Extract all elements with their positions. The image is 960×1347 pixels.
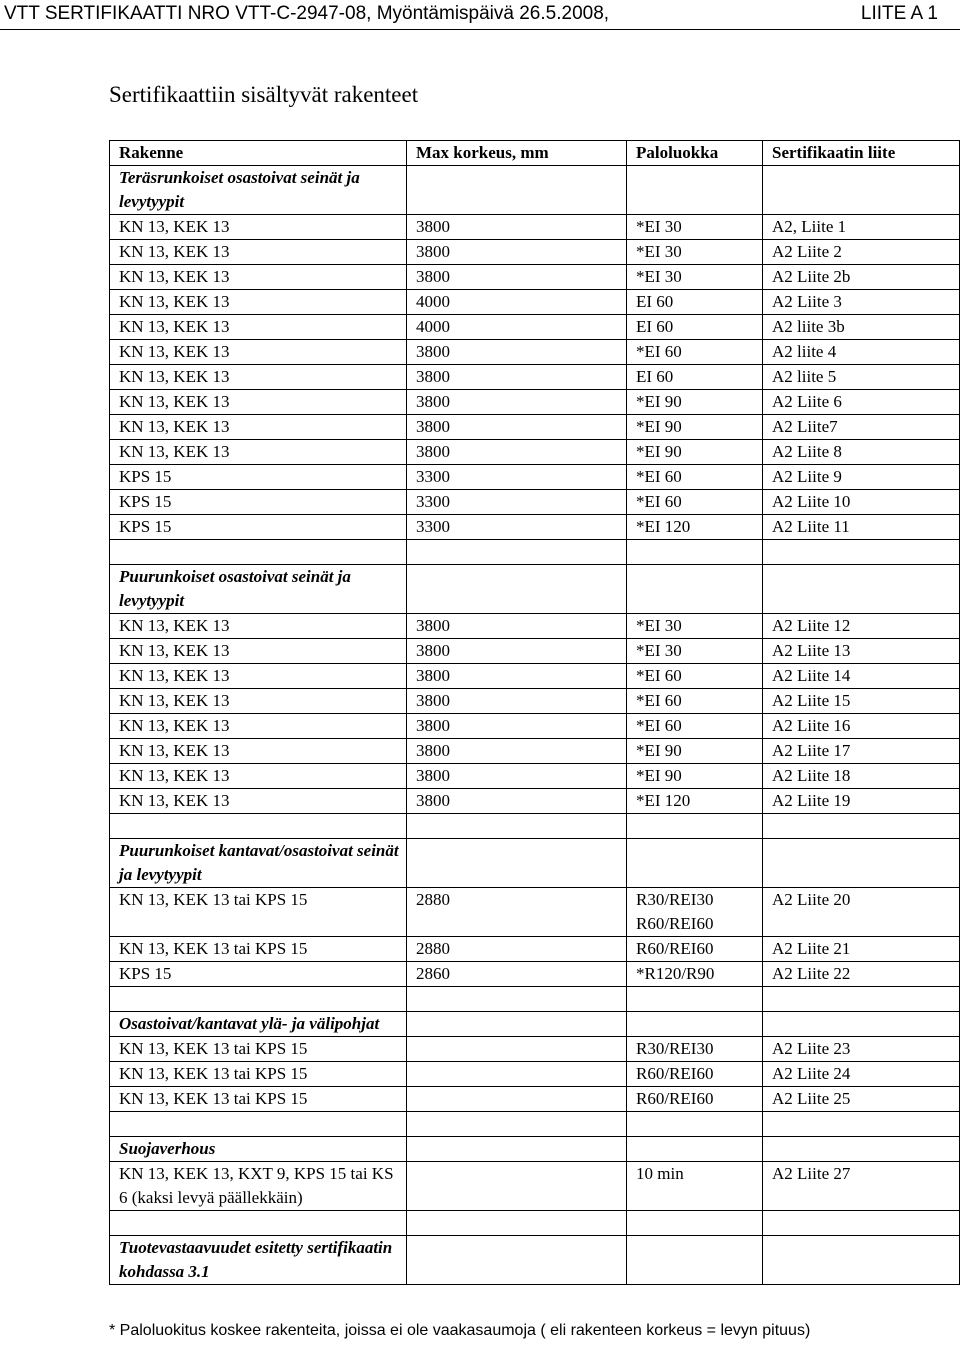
table-cell: KN 13, KEK 13 [110,714,407,739]
table-cell: A2 liite 3b [763,315,960,340]
footnote: * Paloluokitus koskee rakenteita, joissa ei ole vaakasaumoja ( eli rakenteen korkeus = levyn pituus) [109,1322,811,1339]
table-cell [110,1112,407,1137]
spacer-row [110,540,960,565]
table-cell: *EI 60 [627,689,763,714]
table-cell: A2 liite 4 [763,340,960,365]
spacer-row [110,814,960,839]
table-cell: KN 13, KEK 13 [110,390,407,415]
table-cell: KN 13, KEK 13 [110,689,407,714]
table-cell: 3800 [407,714,627,739]
table-cell [763,839,960,888]
table-cell [763,1012,960,1037]
table-cell: EI 60 [627,315,763,340]
table-row [110,340,960,365]
table-cell: A2 Liite 11 [763,515,960,540]
structures-table [109,140,960,1285]
table-cell: *EI 30 [627,614,763,639]
table-cell [407,1012,627,1037]
table-cell [627,540,763,565]
table-cell [763,166,960,215]
section-row [110,565,960,614]
table-cell: A2 Liite 2b [763,265,960,290]
table-cell: KN 13, KEK 13 [110,265,407,290]
table-cell [627,814,763,839]
table-row [110,1087,960,1112]
table-cell [407,1137,627,1162]
table-cell: *EI 60 [627,340,763,365]
table-cell: A2 Liite 6 [763,390,960,415]
page-header [0,0,960,28]
table-cell: R60/REI60 [627,1062,763,1087]
table-cell: A2 Liite 9 [763,465,960,490]
table-cell: *EI 60 [627,664,763,689]
table-row [110,365,960,390]
table-cell: 10 min [627,1162,763,1211]
table-cell: A2 Liite 27 [763,1162,960,1211]
table-cell: KN 13, KEK 13 [110,739,407,764]
table-cell [110,814,407,839]
table-cell: A2 Liite7 [763,415,960,440]
table-cell [627,1137,763,1162]
table-row [110,465,960,490]
table-cell: A2 Liite 3 [763,290,960,315]
table-row [110,962,960,987]
table-cell [407,1112,627,1137]
column-header-max-korkeus: Max korkeus, mm [407,141,627,166]
table-cell: 2880 [407,937,627,962]
table-cell: A2 Liite 14 [763,664,960,689]
table-cell: Puurunkoiset kantavat/osastoivat seinät ja levytyypit [110,839,407,888]
table-cell: *EI 30 [627,639,763,664]
table-cell: KN 13, KEK 13, KXT 9, KPS 15 tai KS 6 (kaksi levyä päällekkäin) [110,1162,407,1211]
table-cell: *EI 30 [627,215,763,240]
table-cell: *EI 90 [627,440,763,465]
section-row [110,1236,960,1285]
table-cell [763,1236,960,1285]
table-cell: 3800 [407,265,627,290]
table-cell [407,1087,627,1112]
table-cell: A2 Liite 22 [763,962,960,987]
table-cell: 3300 [407,490,627,515]
table-cell [763,1137,960,1162]
table-cell: R30/REI30 [627,1037,763,1062]
table-cell: A2 Liite 2 [763,240,960,265]
table-cell: A2 Liite 17 [763,739,960,764]
table-row [110,739,960,764]
table-cell: *EI 90 [627,739,763,764]
table-cell: *R120/R90 [627,962,763,987]
table-cell [627,1012,763,1037]
table-cell: Osastoivat/kantavat ylä- ja välipohjat [110,1012,407,1037]
table-row [110,1062,960,1087]
table-cell: KN 13, KEK 13 [110,764,407,789]
table-row [110,515,960,540]
table-row [110,290,960,315]
column-header-sertifikaatin-liite: Sertifikaatin liite [763,141,960,166]
table-cell [763,1112,960,1137]
table-cell [110,540,407,565]
table-row [110,714,960,739]
section-row [110,839,960,888]
table-cell: 4000 [407,290,627,315]
table-cell: *EI 30 [627,240,763,265]
table-cell: A2 Liite 23 [763,1037,960,1062]
table-cell: 3800 [407,764,627,789]
table-cell: A2 Liite 10 [763,490,960,515]
table-row [110,888,960,937]
table-cell: A2 Liite 24 [763,1062,960,1087]
table-header-row [110,141,960,166]
table-cell: KN 13, KEK 13 [110,664,407,689]
spacer-row [110,1211,960,1236]
table-cell: KPS 15 [110,490,407,515]
table-cell: R60/REI60 [627,1087,763,1112]
table-row [110,664,960,689]
table-cell: KN 13, KEK 13 [110,440,407,465]
table-row [110,639,960,664]
table-row [110,415,960,440]
table-cell: Teräsrunkoiset osastoivat seinät ja levytyypit [110,166,407,215]
table-cell: KN 13, KEK 13 [110,415,407,440]
table-row [110,315,960,340]
table-cell: KN 13, KEK 13 tai KPS 15 [110,1087,407,1112]
table-cell: Tuotevastaavuudet esitetty sertifikaatin kohdassa 3.1 [110,1236,407,1285]
table-row [110,240,960,265]
table-row [110,764,960,789]
table-cell: KN 13, KEK 13 tai KPS 15 [110,888,407,937]
table-cell: *EI 60 [627,490,763,515]
table-cell: 3800 [407,365,627,390]
table-cell: 2880 [407,888,627,937]
table-cell [407,1037,627,1062]
table-cell [407,814,627,839]
table-cell [763,814,960,839]
table-cell: R60/REI60 [627,937,763,962]
table-cell [407,1211,627,1236]
table-cell: KN 13, KEK 13 tai KPS 15 [110,1037,407,1062]
table-cell: 2860 [407,962,627,987]
table-cell: KPS 15 [110,465,407,490]
table-cell: 3800 [407,215,627,240]
table-row [110,614,960,639]
table-cell: Puurunkoiset osastoivat seinät ja levytyypit [110,565,407,614]
table-cell: KN 13, KEK 13 [110,240,407,265]
table-cell: KN 13, KEK 13 [110,614,407,639]
page-title: Sertifikaattiin sisältyvät rakenteet [109,82,419,107]
table-cell: 3800 [407,240,627,265]
table-cell: KPS 15 [110,962,407,987]
table-cell: A2 Liite 19 [763,789,960,814]
table-cell: *EI 60 [627,465,763,490]
table-cell: KN 13, KEK 13 [110,639,407,664]
table-cell: *EI 90 [627,415,763,440]
section-row [110,1012,960,1037]
table-cell [763,565,960,614]
table-cell [627,1236,763,1285]
table-cell: 3800 [407,340,627,365]
table-cell [407,540,627,565]
header-appendix-label: LIITE A 1 [860,3,938,24]
table-cell: KN 13, KEK 13 tai KPS 15 [110,1062,407,1087]
table-cell: R30/REI30 R60/REI60 [627,888,763,937]
table-cell: A2 Liite 20 [763,888,960,937]
table-cell: KN 13, KEK 13 tai KPS 15 [110,937,407,962]
table-cell [627,839,763,888]
table-row [110,215,960,240]
table-cell: A2, Liite 1 [763,215,960,240]
table-cell [407,839,627,888]
table-cell: KN 13, KEK 13 [110,789,407,814]
table-cell: A2 Liite 16 [763,714,960,739]
spacer-row [110,1112,960,1137]
table-cell [627,1211,763,1236]
table-cell: EI 60 [627,290,763,315]
table-cell [627,1112,763,1137]
table-row [110,390,960,415]
table-cell: 3800 [407,390,627,415]
table-cell: *EI 120 [627,515,763,540]
table-row [110,937,960,962]
table-cell [407,1062,627,1087]
table-cell: *EI 90 [627,390,763,415]
table-cell [407,166,627,215]
section-row [110,166,960,215]
section-row [110,1137,960,1162]
column-header-rakenne: Rakenne [110,141,407,166]
table-cell: 3300 [407,465,627,490]
table-cell: Suojaverhous [110,1137,407,1162]
table-row [110,265,960,290]
table-cell [763,540,960,565]
table-cell: 4000 [407,315,627,340]
table-row [110,789,960,814]
table-row [110,1037,960,1062]
table-cell: A2 Liite 13 [763,639,960,664]
table-cell: 3800 [407,739,627,764]
table-cell [110,1211,407,1236]
table-row [110,440,960,465]
table-cell [627,987,763,1012]
table-cell: A2 liite 5 [763,365,960,390]
table-cell: 3800 [407,689,627,714]
table-cell: 3800 [407,614,627,639]
table-cell [407,987,627,1012]
spacer-row [110,987,960,1012]
table-cell: 3300 [407,515,627,540]
table-cell [763,987,960,1012]
table-row [110,490,960,515]
table-cell: A2 Liite 12 [763,614,960,639]
table-cell [407,1162,627,1211]
table-cell: *EI 60 [627,714,763,739]
table-cell: EI 60 [627,365,763,390]
table-cell [627,166,763,215]
table-cell: KN 13, KEK 13 [110,340,407,365]
table-cell: 3800 [407,639,627,664]
table-cell: A2 Liite 8 [763,440,960,465]
table-cell: A2 Liite 21 [763,937,960,962]
header-certificate-info: VTT SERTIFIKAATTI NRO VTT-C-2947-08, Myöntämispäivä 26.5.2008, [4,3,610,24]
table-cell: KN 13, KEK 13 [110,315,407,340]
header-rule [0,29,960,30]
table-cell: 3800 [407,415,627,440]
table-row [110,689,960,714]
table-cell [407,565,627,614]
table-body [110,166,960,1285]
table-cell: KN 13, KEK 13 [110,290,407,315]
table-cell: 3800 [407,664,627,689]
table-cell [627,565,763,614]
table-cell: A2 Liite 15 [763,689,960,714]
table-row [110,1162,960,1211]
table-cell: A2 Liite 18 [763,764,960,789]
table-cell: KN 13, KEK 13 [110,215,407,240]
table-cell: A2 Liite 25 [763,1087,960,1112]
table-cell: KPS 15 [110,515,407,540]
table-cell: 3800 [407,440,627,465]
table-cell: *EI 90 [627,764,763,789]
column-header-paloluokka: Paloluokka [627,141,763,166]
table-cell [407,1236,627,1285]
table-cell: KN 13, KEK 13 [110,365,407,390]
table-cell: *EI 120 [627,789,763,814]
table-cell [110,987,407,1012]
table-cell: 3800 [407,789,627,814]
table-cell [763,1211,960,1236]
table-cell: *EI 30 [627,265,763,290]
